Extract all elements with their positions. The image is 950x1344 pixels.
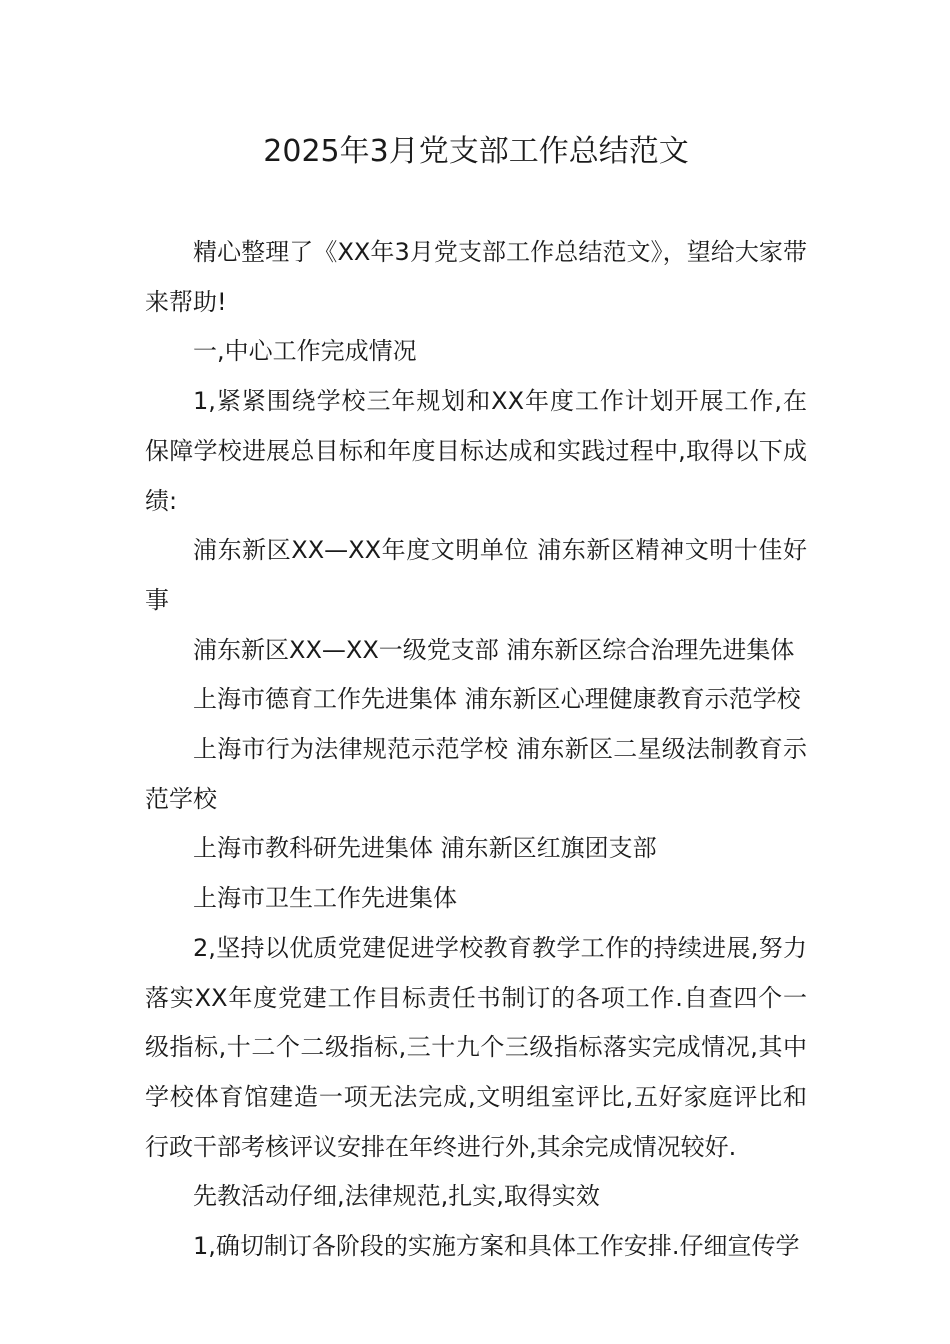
- document-title: 2025年3月党支部工作总结范文: [263, 134, 689, 169]
- honor-line: 上海市卫生工作先进集体: [193, 884, 457, 913]
- honor-line: 上海市德育工作先进集体 浦东新区心理健康教育示范学校: [193, 685, 801, 714]
- paragraph-item-2: 2,坚持以优质党建促进学校教育教学工作的持续进展,努力落实XX年度党建工作目标责任书制订的各项工作.自查四个一级指标,十二个二级指标,三十九个三级指标落实完成情况,其中学校体育馆建造一项无法完成,文明组室评比,五好家庭评比和行政干部考核评议安排在年终进行外,其余完成情况较好.: [145, 933, 807, 1161]
- honor-line: 上海市行为法律规范示范学校 浦东新区二星级法制教育示范学校: [145, 735, 807, 813]
- document-body: [145, 228, 807, 1272]
- honor-line: 浦东新区XX—XX年度文明单位 浦东新区精神文明十佳好事: [145, 536, 807, 614]
- honor-line: 浦东新区XX—XX一级党支部 浦东新区综合治理先进集体: [193, 635, 795, 664]
- paragraph-intro: 精心整理了《XX年3月党支部工作总结范文》，望给大家带来帮助!: [145, 238, 807, 316]
- paragraph-item-1: 1,紧紧围绕学校三年规划和XX年度工作计划开展工作,在保障学校进展总目标和年度目标达成和实践过程中,取得以下成绩:: [145, 387, 807, 515]
- section-heading-1: 一,中心工作完成情况: [193, 337, 417, 366]
- honor-line: 上海市教科研先进集体 浦东新区红旗团支部: [193, 834, 657, 863]
- section-heading-2: 先教活动仔细,法律规范,扎实,取得实效: [193, 1182, 600, 1211]
- paragraph-item-3: 1,确切制订各阶段的实施方案和具体工作安排.仔细宣传学: [193, 1232, 800, 1261]
